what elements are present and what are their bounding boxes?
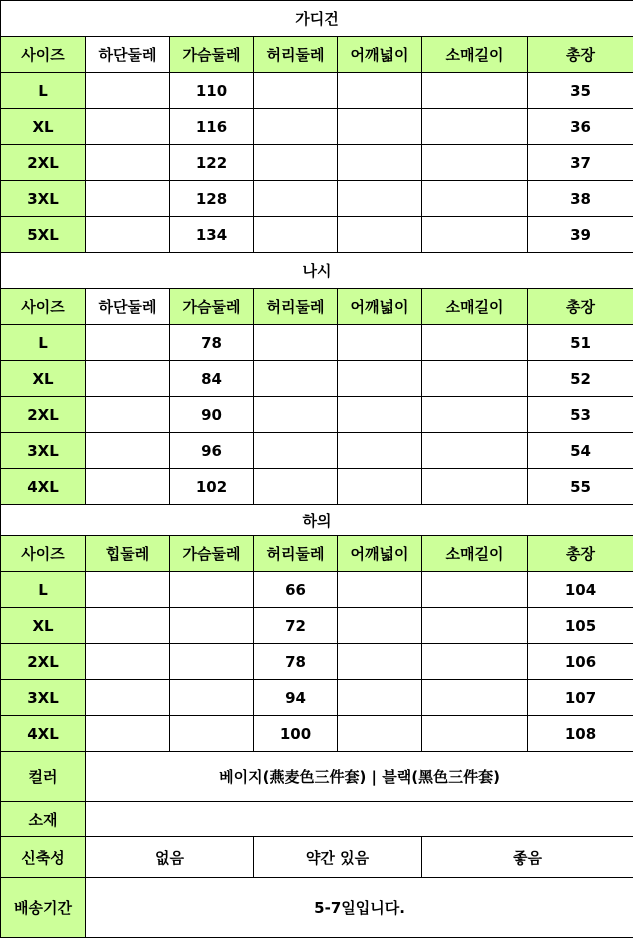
section-title-cardigan: 가디건: [1, 1, 633, 37]
table-row: [1, 608, 633, 644]
size-cell: XL: [1, 608, 86, 644]
size-cell: L: [1, 73, 86, 109]
stretch-option-slight: 약간 있음: [254, 837, 422, 878]
waist-cell: 66: [254, 572, 338, 608]
length-cell: 55: [528, 469, 633, 505]
length-cell: 39: [528, 217, 633, 253]
size-cell: 2XL: [1, 397, 86, 433]
header-size: 사이즈: [1, 289, 86, 325]
waist-cell: 94: [254, 680, 338, 716]
chest-cell: 96: [170, 433, 254, 469]
material-value: [86, 802, 633, 837]
table-row: [1, 572, 633, 608]
material-label: 소재: [1, 802, 86, 837]
size-cell: 2XL: [1, 644, 86, 680]
header-waist: 허리둘레: [254, 37, 338, 73]
table-row: [1, 469, 633, 505]
length-cell: 52: [528, 361, 633, 397]
header-row: [1, 536, 633, 572]
table-row: [1, 73, 633, 109]
waist-cell: 72: [254, 608, 338, 644]
length-cell: 106: [528, 644, 633, 680]
table-row: [1, 145, 633, 181]
header-size: 사이즈: [1, 536, 86, 572]
length-cell: 105: [528, 608, 633, 644]
chest-cell: 102: [170, 469, 254, 505]
header-hem: 하단둘레: [86, 37, 170, 73]
size-cell: 3XL: [1, 433, 86, 469]
header-chest: 가슴둘레: [170, 37, 254, 73]
stretch-label: 신축성: [1, 837, 86, 878]
chest-cell: 90: [170, 397, 254, 433]
table-row: [1, 361, 633, 397]
size-cell: L: [1, 572, 86, 608]
header-shoulder: 어깨넓이: [338, 37, 422, 73]
shipping-value: 5-7일입니다.: [86, 878, 633, 938]
stretch-option-none: 없음: [86, 837, 254, 878]
length-cell: 36: [528, 109, 633, 145]
table-row: [1, 181, 633, 217]
chest-cell: 134: [170, 217, 254, 253]
chest-cell: 84: [170, 361, 254, 397]
header-length: 총장: [528, 536, 633, 572]
header-waist: 허리둘레: [254, 289, 338, 325]
size-cell: XL: [1, 109, 86, 145]
chest-cell: 78: [170, 325, 254, 361]
length-cell: 53: [528, 397, 633, 433]
header-sleeve: 소매길이: [422, 536, 528, 572]
size-cell: 2XL: [1, 145, 86, 181]
header-sleeve: 소매길이: [422, 289, 528, 325]
length-cell: 38: [528, 181, 633, 217]
size-cell: L: [1, 325, 86, 361]
header-row: [1, 37, 633, 73]
header-row: [1, 289, 633, 325]
size-cell: XL: [1, 361, 86, 397]
header-shoulder: 어깨넓이: [338, 536, 422, 572]
shipping-label: 배송기간: [1, 878, 86, 938]
header-hip: 힙둘레: [86, 536, 170, 572]
table-row: [1, 433, 633, 469]
table-row: [1, 680, 633, 716]
size-cell: 4XL: [1, 469, 86, 505]
table-row: [1, 217, 633, 253]
length-cell: 35: [528, 73, 633, 109]
chest-cell: 122: [170, 145, 254, 181]
size-cell: 5XL: [1, 217, 86, 253]
stretch-option-good: 좋음: [422, 837, 633, 878]
length-cell: 108: [528, 716, 633, 752]
header-waist: 허리둘레: [254, 536, 338, 572]
stretch-row: [1, 837, 633, 878]
header-chest: 가슴둘레: [170, 289, 254, 325]
chest-cell: 116: [170, 109, 254, 145]
color-value: 베이지(燕麦色三件套) | 블랙(黑色三件套): [86, 752, 633, 802]
size-cell: 3XL: [1, 680, 86, 716]
length-cell: 104: [528, 572, 633, 608]
waist-cell: 100: [254, 716, 338, 752]
length-cell: 107: [528, 680, 633, 716]
color-label: 컬러: [1, 752, 86, 802]
length-cell: 51: [528, 325, 633, 361]
color-row: [1, 752, 633, 802]
header-shoulder: 어깨넓이: [338, 289, 422, 325]
size-cell: 4XL: [1, 716, 86, 752]
table-row: [1, 644, 633, 680]
table-row: [1, 397, 633, 433]
section-title-bottoms: 하의: [1, 505, 633, 536]
chest-cell: 110: [170, 73, 254, 109]
table-row: [1, 716, 633, 752]
table-row: [1, 325, 633, 361]
material-row: [1, 802, 633, 837]
header-hem: 하단둘레: [86, 289, 170, 325]
header-chest: 가슴둘레: [170, 536, 254, 572]
header-length: 총장: [528, 37, 633, 73]
length-cell: 54: [528, 433, 633, 469]
header-length: 총장: [528, 289, 633, 325]
size-cell: 3XL: [1, 181, 86, 217]
table-row: [1, 109, 633, 145]
section-title-sleeveless: 나시: [1, 253, 633, 289]
header-sleeve: 소매길이: [422, 37, 528, 73]
header-size: 사이즈: [1, 37, 86, 73]
waist-cell: 78: [254, 644, 338, 680]
shipping-row: [1, 878, 633, 938]
chest-cell: 128: [170, 181, 254, 217]
length-cell: 37: [528, 145, 633, 181]
